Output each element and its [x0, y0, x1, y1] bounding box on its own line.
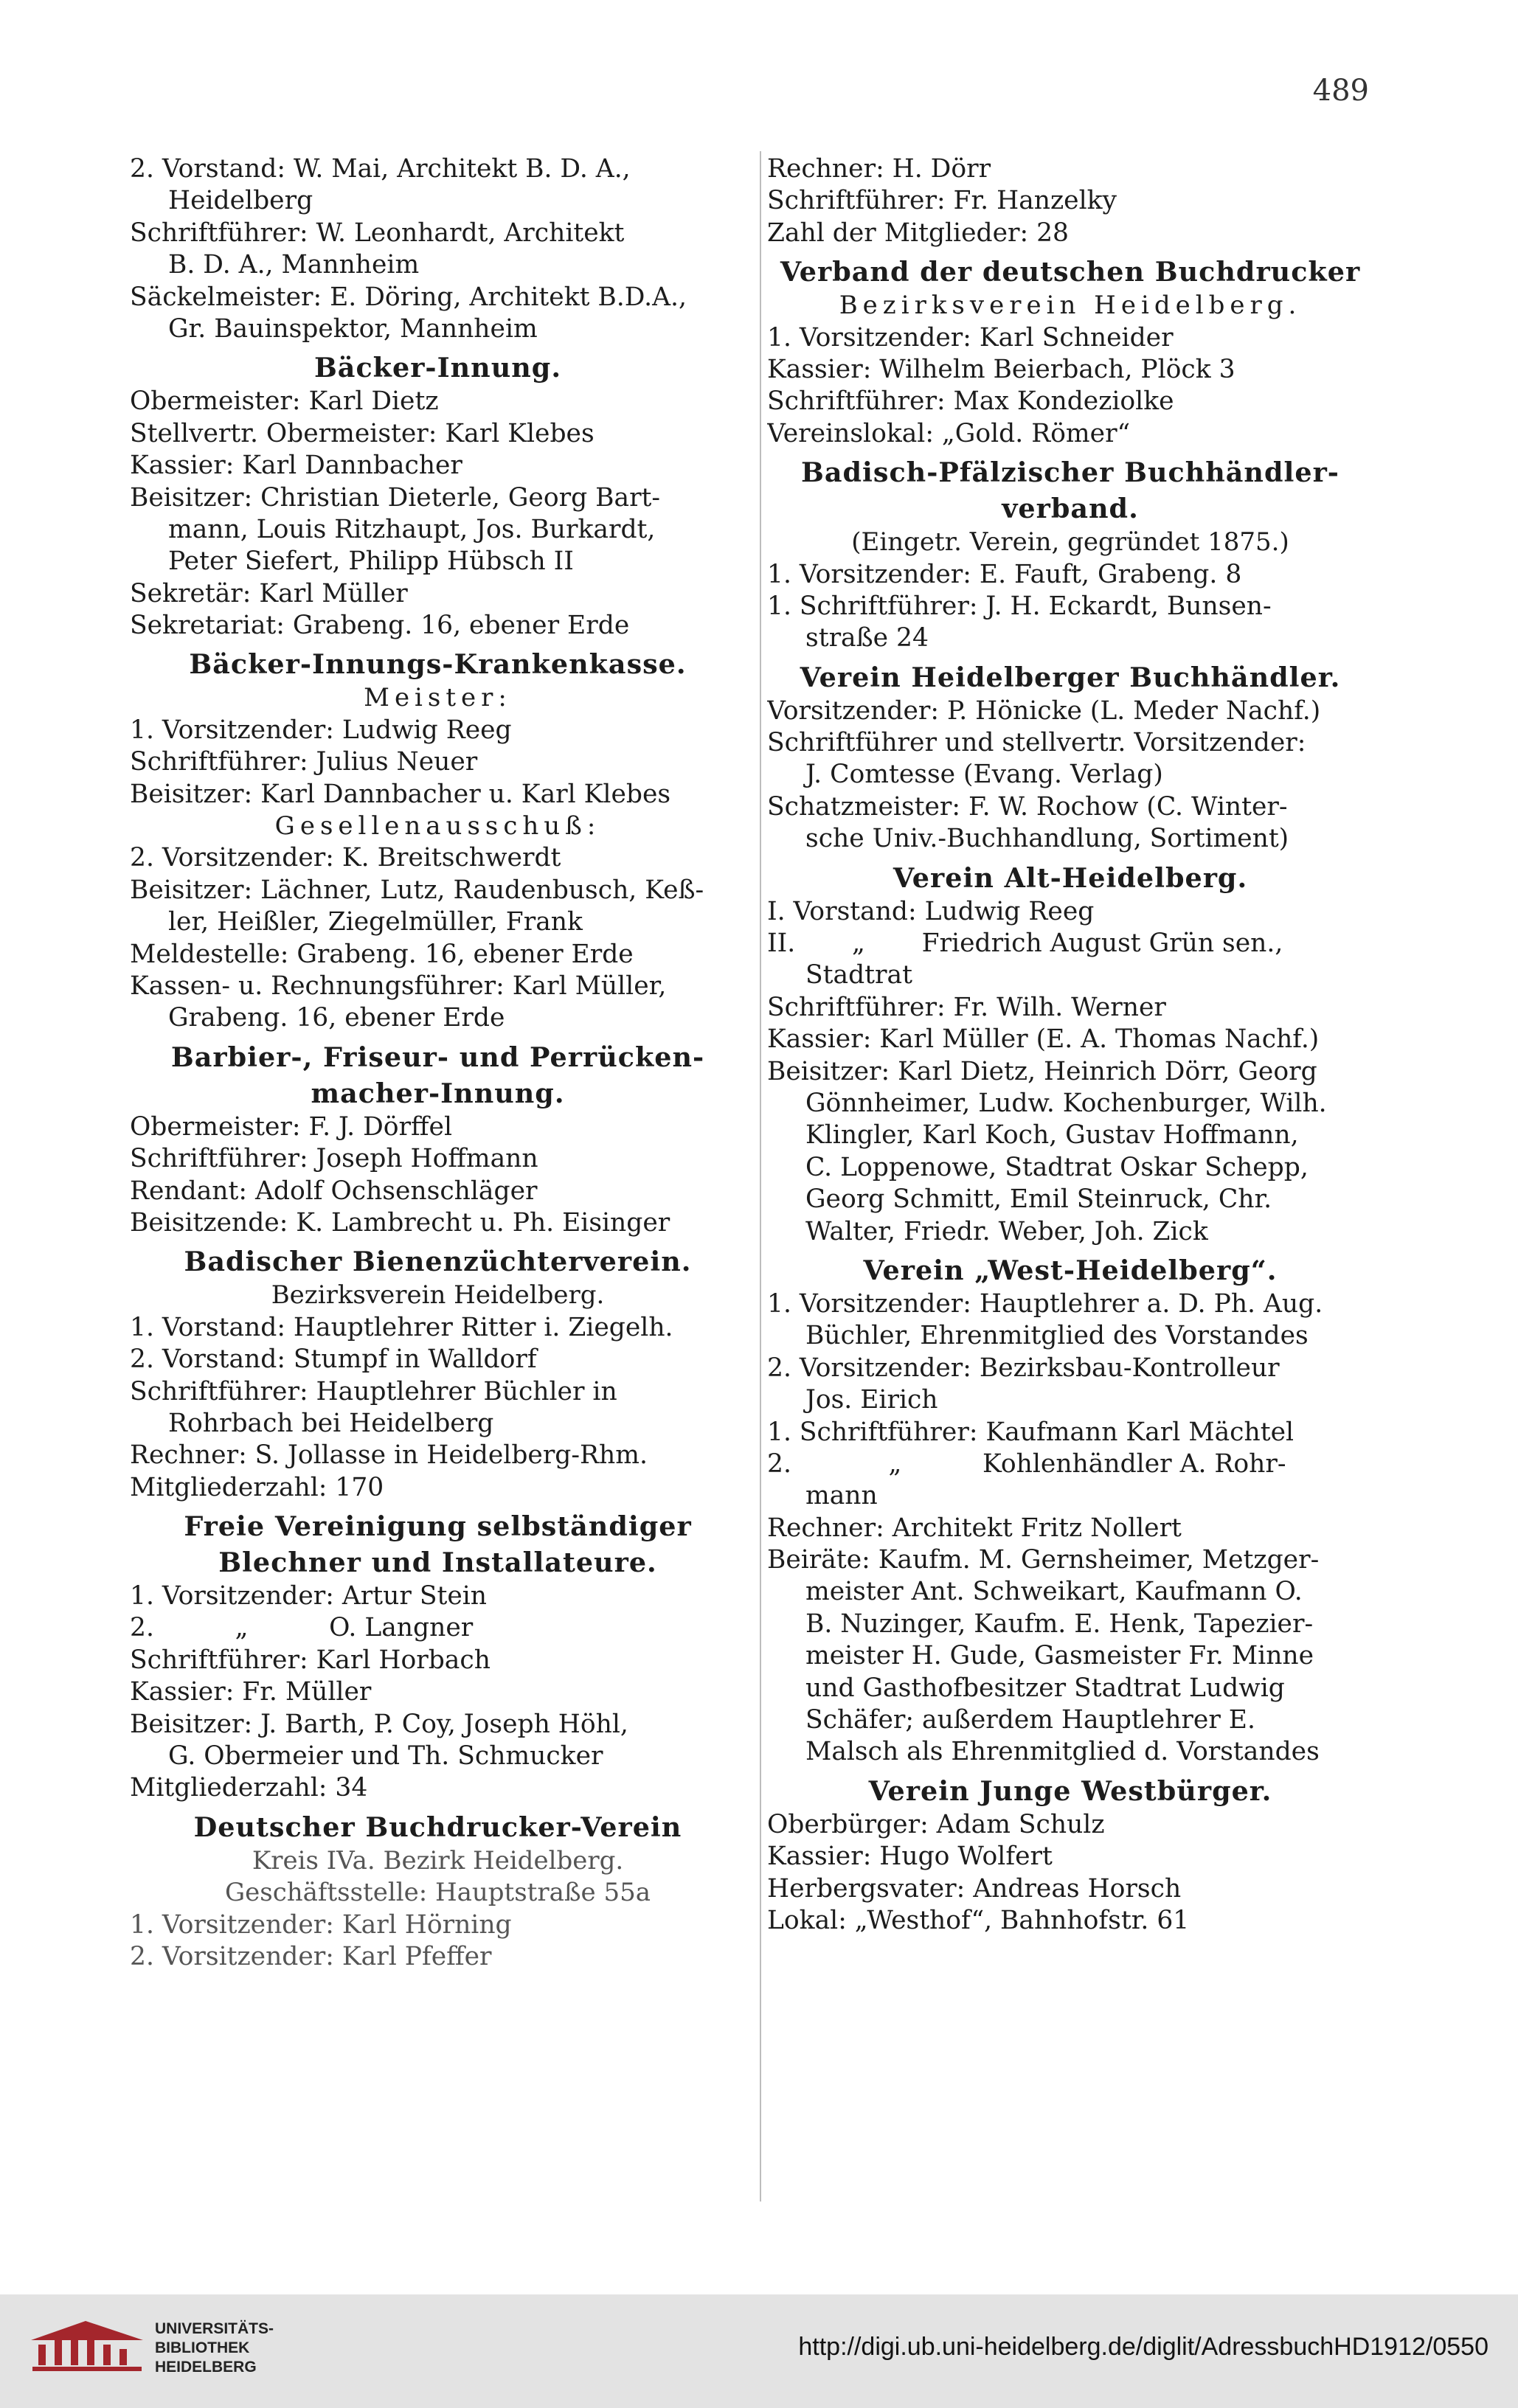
entry-line: Sekretär: Karl Müller	[130, 578, 408, 608]
entry-line: 2. „ O. Langner	[130, 1613, 474, 1643]
entry-line: C. Loppenowe, Stadtrat Oskar Schepp,	[805, 1152, 1309, 1182]
entry-line: Heidelberg	[168, 186, 313, 216]
entry-line: Beiräte: Kaufm. M. Gernsheimer, Metzger-	[767, 1545, 1320, 1575]
entry-line: mann	[805, 1481, 878, 1511]
entry-line: Rechner: S. Jollasse in Heidelberg-Rhm.	[130, 1440, 648, 1471]
entry-line: J. Comtesse (Evang. Verlag)	[805, 760, 1163, 790]
entry-line: Schriftführer: Karl Horbach	[130, 1645, 491, 1675]
footer-bar	[0, 2294, 1518, 2408]
section-subheading: Meister:	[364, 683, 512, 713]
entry-line: 1. Vorstand: Hauptlehrer Ritter i. Ziegelh.	[130, 1312, 673, 1342]
library-name-line: BIBLIOTHEK	[155, 2339, 250, 2356]
entry-line: Zahl der Mitglieder: 28	[767, 218, 1069, 248]
entry-line: 1. Schriftführer: J. H. Eckardt, Bunsen-	[767, 591, 1272, 621]
library-name-line: UNIVERSITÄTS-	[155, 2320, 274, 2337]
section-subheading: Gesellenausschuß:	[274, 811, 601, 842]
column-divider	[760, 151, 761, 2201]
section-subheading: Kreis IVa. Bezirk Heidelberg.	[252, 1845, 624, 1876]
entry-line: Schatzmeister: F. W. Rochow (C. Winter-	[767, 791, 1288, 822]
entry-line: Sekretariat: Grabeng. 16, ebener Erde	[130, 611, 630, 641]
entry-line: und Gasthofbesitzer Stadtrat Ludwig	[805, 1673, 1285, 1703]
entry-line: Lokal: „Westhof“, Bahnhofstr. 61	[767, 1905, 1190, 1935]
section-baecker-innung	[130, 350, 746, 642]
entry-line: Schriftführer: Fr. Hanzelky	[767, 186, 1117, 216]
right-column	[767, 153, 1373, 1937]
entry-line: Grabeng. 16, ebener Erde	[168, 1003, 505, 1033]
entry-line: Walter, Friedr. Weber, Joh. Zick	[805, 1216, 1208, 1246]
entry-line: Schriftführer: Hauptlehrer Büchler in	[130, 1376, 617, 1406]
entry-line: Büchler, Ehrenmitglied des Vorstandes	[805, 1321, 1309, 1351]
entry-line: 1. Vorsitzender: Artur Stein	[130, 1581, 488, 1611]
section-heading: verband.	[1002, 493, 1139, 525]
entry-line: Schäfer; außerdem Hauptlehrer E.	[805, 1705, 1255, 1735]
entry-line: Klingler, Karl Koch, Gustav Hoffmann,	[805, 1120, 1299, 1151]
entry-line: Schriftführer: Fr. Wilh. Werner	[767, 992, 1166, 1022]
section-heading: Verein Heidelberger Buchhändler.	[800, 661, 1341, 693]
entry-line: 2. Vorsitzender: K. Breitschwerdt	[130, 843, 561, 873]
section-alt-heidelberg	[767, 860, 1373, 1248]
entry-line: Jos. Eirich	[805, 1385, 938, 1415]
entry-line: meister Ant. Schweikart, Kaufmann O.	[805, 1577, 1303, 1607]
entry-line: B. Nuzinger, Kaufm. E. Henk, Tapezier-	[805, 1609, 1314, 1639]
section-bdA-vorstand	[130, 153, 746, 345]
entry-line: Georg Schmitt, Emil Steinruck, Chr.	[805, 1184, 1272, 1215]
section-bienenzuechter	[130, 1243, 746, 1504]
entry-line: Schriftführer und stellvertr. Vorsitzender:	[767, 728, 1306, 758]
section-heading: macher-Innung.	[311, 1077, 565, 1109]
entry-line: sche Univ.-Buchhandlung, Sortiment)	[805, 824, 1289, 854]
entry-line: Rohrbach bei Heidelberg	[168, 1408, 494, 1438]
section-subheading: Geschäftsstelle: Hauptstraße 55a	[224, 1878, 651, 1908]
section-blechner-installateure	[130, 1508, 746, 1805]
entry-line: Schriftführer: Max Kondeziolke	[767, 386, 1174, 417]
entry-line: Beisitzer: Karl Dietz, Heinrich Dörr, Georg	[767, 1056, 1317, 1086]
section-subheading: (Eingetr. Verein, gegründet 1875.)	[851, 527, 1289, 558]
entry-line: Schriftführer: Julius Neuer	[130, 747, 478, 777]
entry-line: I. Vorstand: Ludwig Reeg	[767, 896, 1095, 926]
entry-line: 1. Vorsitzender: Karl Hörning	[130, 1909, 512, 1940]
section-heading: Verein „West-Heidelberg“.	[863, 1254, 1278, 1286]
section-heading: Freie Vereinigung selbständiger	[184, 1510, 692, 1543]
source-url-link[interactable]: http://digi.ub.uni-heidelberg.de/diglit/AdressbuchHD1912/0550	[798, 2333, 1488, 2361]
entry-line: 2. Vorstand: Stumpf in Walldorf	[130, 1344, 537, 1375]
section-heidelberger-buchhaendler	[767, 659, 1373, 856]
entry-line: Malsch als Ehrenmitglied d. Vorstandes	[805, 1737, 1320, 1767]
entry-line: Beisitzer: J. Barth, P. Coy, Joseph Höhl,	[130, 1709, 628, 1739]
entry-line: Rechner: H. Dörr	[767, 154, 991, 184]
entry-line: Gönnheimer, Ludw. Kochenburger, Wilh.	[805, 1088, 1327, 1118]
entry-line: 1. Schriftführer: Kaufmann Karl Mächtel	[767, 1417, 1295, 1447]
entry-line: Beisitzer: Karl Dannbacher u. Karl Klebes	[130, 779, 671, 809]
entry-line: Beisitzer: Lächner, Lutz, Raudenbusch, Keß-	[130, 875, 704, 905]
section-continued	[767, 153, 1373, 249]
entry-line: 1. Vorsitzender: Karl Schneider	[767, 322, 1174, 353]
section-heading: Badischer Bienenzüchterverein.	[184, 1246, 692, 1278]
left-column	[130, 153, 746, 1973]
entry-line: II. „ Friedrich August Grün sen.,	[767, 929, 1283, 959]
university-library-logo-icon	[28, 2315, 146, 2389]
entry-line: 2. „ Kohlenhändler A. Rohr-	[767, 1448, 1286, 1479]
section-verband-buchdrucker	[767, 254, 1373, 450]
entry-line: 2. Vorstand: W. Mai, Architekt B. D. A.,	[130, 154, 631, 184]
entry-line: Obermeister: F. J. Dörffel	[130, 1111, 452, 1142]
section-junge-westbuerger	[767, 1773, 1373, 1937]
entry-line: mann, Louis Ritzhaupt, Jos. Burkardt,	[168, 514, 656, 544]
entry-line: 1. Vorsitzender: Ludwig Reeg	[130, 715, 512, 745]
entry-line: Kassier: Hugo Wolfert	[767, 1842, 1053, 1872]
entry-line: Peter Siefert, Philipp Hübsch II	[168, 547, 574, 577]
section-heading: Verband der deutschen Buchdrucker	[780, 256, 1361, 288]
entry-line: Rechner: Architekt Fritz Nollert	[767, 1513, 1182, 1543]
library-name-line: HEIDELBERG	[155, 2359, 257, 2376]
entry-line: Obermeister: Karl Dietz	[130, 386, 439, 417]
entry-line: 2. Vorsitzender: Bezirksbau-Kontrolleur	[767, 1353, 1280, 1383]
section-west-heidelberg	[767, 1252, 1373, 1769]
entry-line: Beisitzer: Christian Dieterle, Georg Bart-	[130, 482, 661, 513]
entry-line: Schriftführer: Joseph Hoffmann	[130, 1144, 538, 1174]
entry-line: Mitgliederzahl: 34	[130, 1773, 368, 1803]
library-name	[155, 2319, 274, 2377]
entry-line: Rendant: Adolf Ochsenschläger	[130, 1176, 538, 1206]
section-barbier-innung	[130, 1039, 746, 1240]
entry-line: G. Obermeier und Th. Schmucker	[168, 1741, 603, 1772]
section-heading: Verein Alt-Heidelberg.	[893, 861, 1248, 894]
entry-line: Stadtrat	[805, 960, 912, 990]
entry-line: ler, Heißler, Ziegelmüller, Frank	[168, 907, 583, 937]
entry-line: 1. Vorsitzender: E. Fauft, Grabeng. 8	[767, 559, 1242, 589]
entry-line: Meldestelle: Grabeng. 16, ebener Erde	[130, 939, 634, 969]
entry-line: Schriftführer: W. Leonhardt, Architekt	[130, 218, 625, 248]
entry-line: Stellvertr. Obermeister: Karl Klebes	[130, 418, 595, 448]
section-heading: Bäcker-Innungs-Krankenkasse.	[189, 648, 687, 681]
page-number: 489	[1312, 74, 1369, 108]
entry-line: Mitgliederzahl: 170	[130, 1472, 384, 1502]
section-buchhaendler-verband	[767, 454, 1373, 655]
entry-line: Vereinslokal: „Gold. Römer“	[767, 418, 1131, 448]
entry-line: Kassier: Karl Müller (E. A. Thomas Nachf.)	[767, 1024, 1320, 1055]
section-heading: Blechner und Installateure.	[218, 1547, 657, 1579]
entry-line: Herbergsvater: Andreas Horsch	[767, 1873, 1182, 1904]
entry-line: Kassier: Karl Dannbacher	[130, 451, 462, 481]
entry-line: Kassier: Wilhelm Beierbach, Plöck 3	[767, 354, 1235, 384]
entry-line: Beisitzende: K. Lambrecht u. Ph. Eisinger	[130, 1207, 670, 1238]
section-subheading: Bezirksverein Heidelberg.	[839, 291, 1302, 321]
entry-line: Kassen- u. Rechnungsführer: Karl Müller,	[130, 971, 667, 1001]
section-heading: Verein Junge Westbürger.	[868, 1774, 1272, 1807]
entry-line: straße 24	[805, 623, 929, 653]
section-heading: Barbier-, Friseur- und Perrücken-	[170, 1041, 705, 1073]
entry-line: Gr. Bauinspektor, Mannheim	[168, 313, 538, 344]
entry-line: Kassier: Fr. Müller	[130, 1677, 372, 1707]
section-heading: Deutscher Buchdrucker-Verein	[193, 1811, 682, 1843]
section-heading: Bäcker-Innung.	[313, 352, 562, 384]
section-baecker-krankenkasse	[130, 646, 746, 1034]
entry-line: 1. Vorsitzender: Hauptlehrer a. D. Ph. Aug.	[767, 1288, 1323, 1319]
section-subheading: Bezirksverein Heidelberg.	[271, 1280, 605, 1311]
section-deutscher-buchdrucker-verein	[130, 1809, 746, 1974]
entry-line: Oberbürger: Adam Schulz	[767, 1809, 1105, 1839]
entry-line: Säckelmeister: E. Döring, Architekt B.D.A.,	[130, 282, 687, 312]
section-heading: Badisch-Pfälzischer Buchhändler-	[801, 457, 1339, 489]
entry-line: meister H. Gude, Gasmeister Fr. Minne	[805, 1641, 1314, 1671]
entry-line: Vorsitzender: P. Hönicke (L. Meder Nachf.)	[767, 695, 1321, 726]
entry-line: B. D. A., Mannheim	[168, 250, 420, 280]
entry-line: 2. Vorsitzender: Karl Pfeffer	[130, 1941, 492, 1971]
